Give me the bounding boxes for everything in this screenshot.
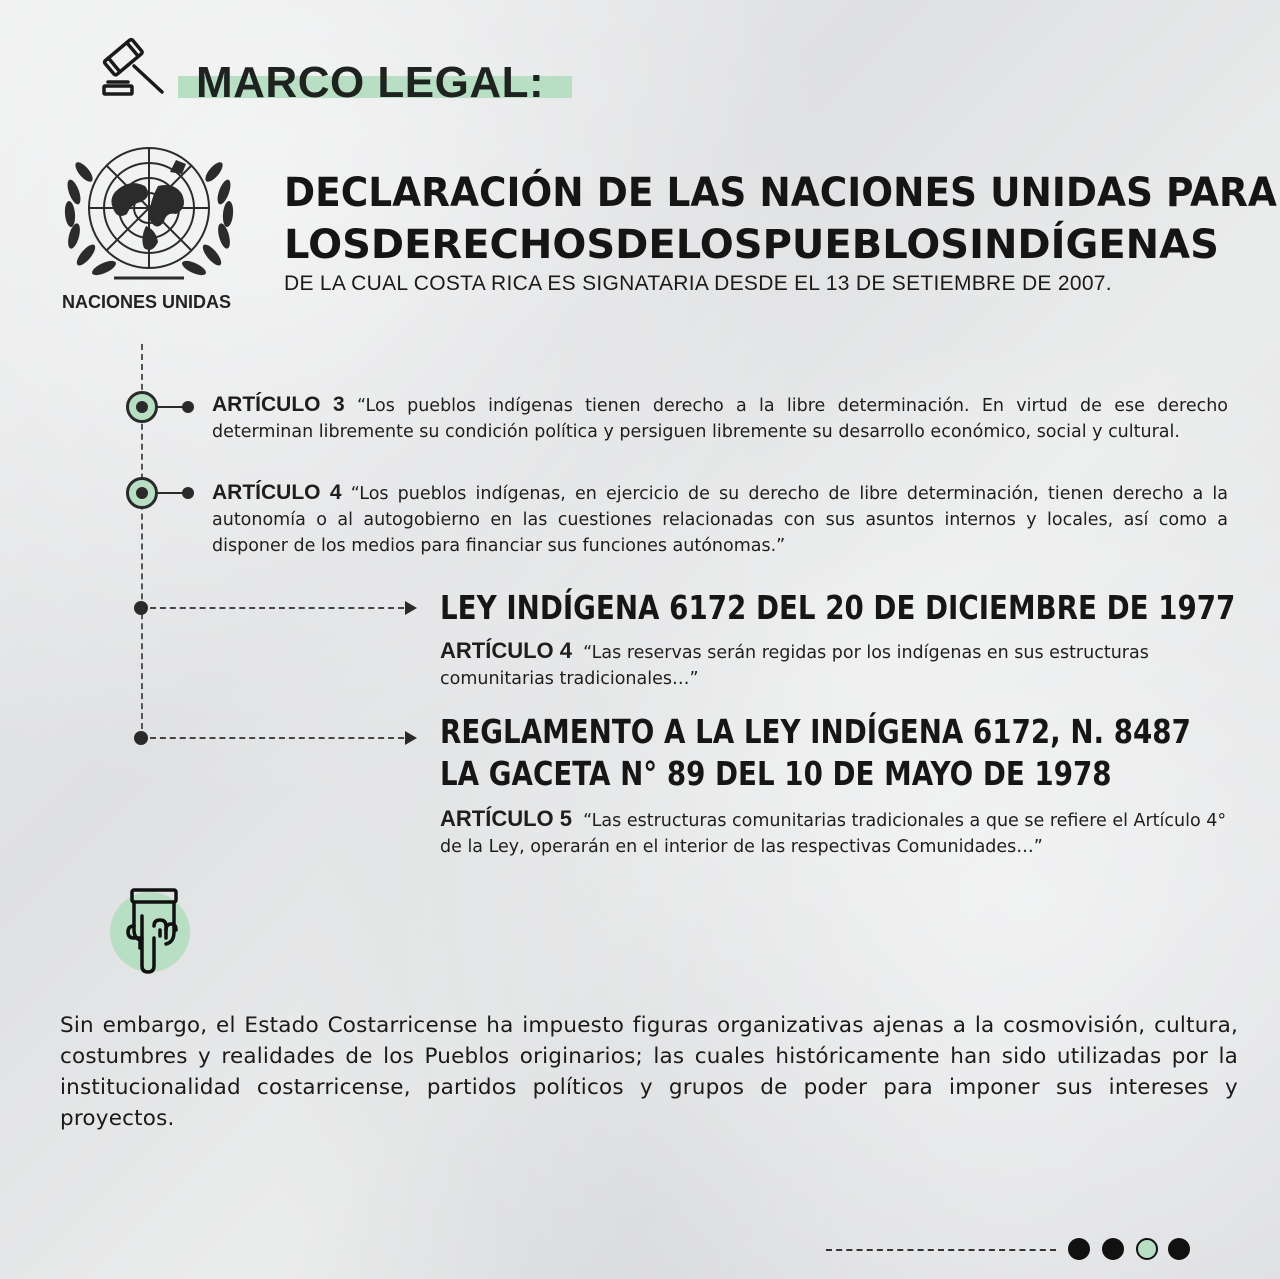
article-label: ARTÍCULO 3 (212, 393, 345, 416)
article-label: ARTÍCULO 5 (440, 806, 572, 831)
declaration-word: LOS (675, 222, 763, 268)
timeline-marker (126, 391, 158, 423)
gavel-icon (98, 34, 170, 100)
declaration-word: DE (615, 222, 676, 268)
reglamento-title-line1: REGLAMENTO A LA LEY INDÍGENA 6172, N. 8487 (440, 712, 1191, 751)
pager-dot[interactable] (1068, 1238, 1090, 1260)
timeline-dot (182, 401, 194, 413)
article-text: “Los pueblos indígenas tienen derecho a la libre determinación. En virtud de ese derecho determinan libremente su condición política y persiguen libremente su desarrollo económico, social y cultural. (212, 396, 1229, 442)
un-label: NACIONES UNIDAS (62, 292, 232, 312)
reglamento-title-line2: LA GACETA N° 89 DEL 10 DE MAYO DE 1978 (440, 754, 1112, 793)
declaration-subtitle: DE LA CUAL COSTA RICA ES SIGNATARIA DESDE EL 13 DE SETIEMBRE DE 2007. (284, 272, 1112, 295)
pager-dot[interactable] (1102, 1238, 1124, 1260)
article-3 (212, 392, 1228, 445)
timeline-connector (156, 406, 184, 408)
article-label: ARTÍCULO 4 (212, 481, 342, 504)
reglamento-article (440, 806, 1230, 860)
ley-article (440, 638, 1230, 692)
declaration-word: DERECHOS (370, 222, 616, 268)
pager-dot-active[interactable] (1136, 1238, 1158, 1260)
declaration-title-line1: DECLARACIÓN DE LAS NACIONES UNIDAS PARA (284, 170, 1277, 216)
declaration-title-line2 (284, 222, 1219, 268)
article-label: ARTÍCULO 4 (440, 638, 572, 663)
timeline-dot (134, 731, 148, 745)
article-text: “Los pueblos indígenas, en ejercicio de su derecho de libre determinación, tienen derecho a la autonomía o al autogobierno en las cuestiones relacionadas con sus asuntos internos y locales, así como a disponer de los medios para financiar sus funciones autónomas.” (212, 484, 1228, 556)
timeline-dot (182, 487, 194, 499)
pager-dot[interactable] (1168, 1238, 1190, 1260)
article-4 (212, 480, 1228, 559)
dashed-arrow (150, 607, 404, 609)
declaration-word: INDÍGENAS (969, 222, 1219, 268)
timeline-marker (126, 477, 158, 509)
arrow-right-icon (405, 601, 417, 615)
timeline-connector (156, 492, 184, 494)
article-text: “Las estructuras comunitarias tradicionales a que se refiere el Artículo 4° de la Ley, operarán en el interior de las respectivas Comunidades…” (440, 811, 1227, 857)
declaration-word: PUEBLOS (762, 222, 970, 268)
pointing-hand-icon (118, 886, 188, 974)
un-emblem-icon (60, 134, 238, 284)
pager-line (826, 1249, 1056, 1251)
declaration-word: LOS (284, 222, 371, 268)
arrow-right-icon (405, 731, 417, 745)
closing-paragraph: Sin embargo, el Estado Costarricense ha impuesto figuras organizativas ajenas a la cosmovisión, cultura, costumbres y realidades de los Pueblos originarios; las cuales históricamente han sido utilizadas por la institucionalidad costarricense, partidos políticos y grupos de poder para imponer sus intereses y proyectos. (60, 1013, 1238, 1131)
page-title: MARCO LEGAL: (196, 58, 545, 107)
timeline-dot (134, 601, 148, 615)
article-text: “Las reservas serán regidas por los indígenas en sus estructuras comunitarias tradicionales…” (440, 643, 1149, 689)
ley-title: LEY INDÍGENA 6172 DEL 20 DE DICIEMBRE DE 1977 (440, 588, 1236, 627)
dashed-arrow (150, 737, 404, 739)
